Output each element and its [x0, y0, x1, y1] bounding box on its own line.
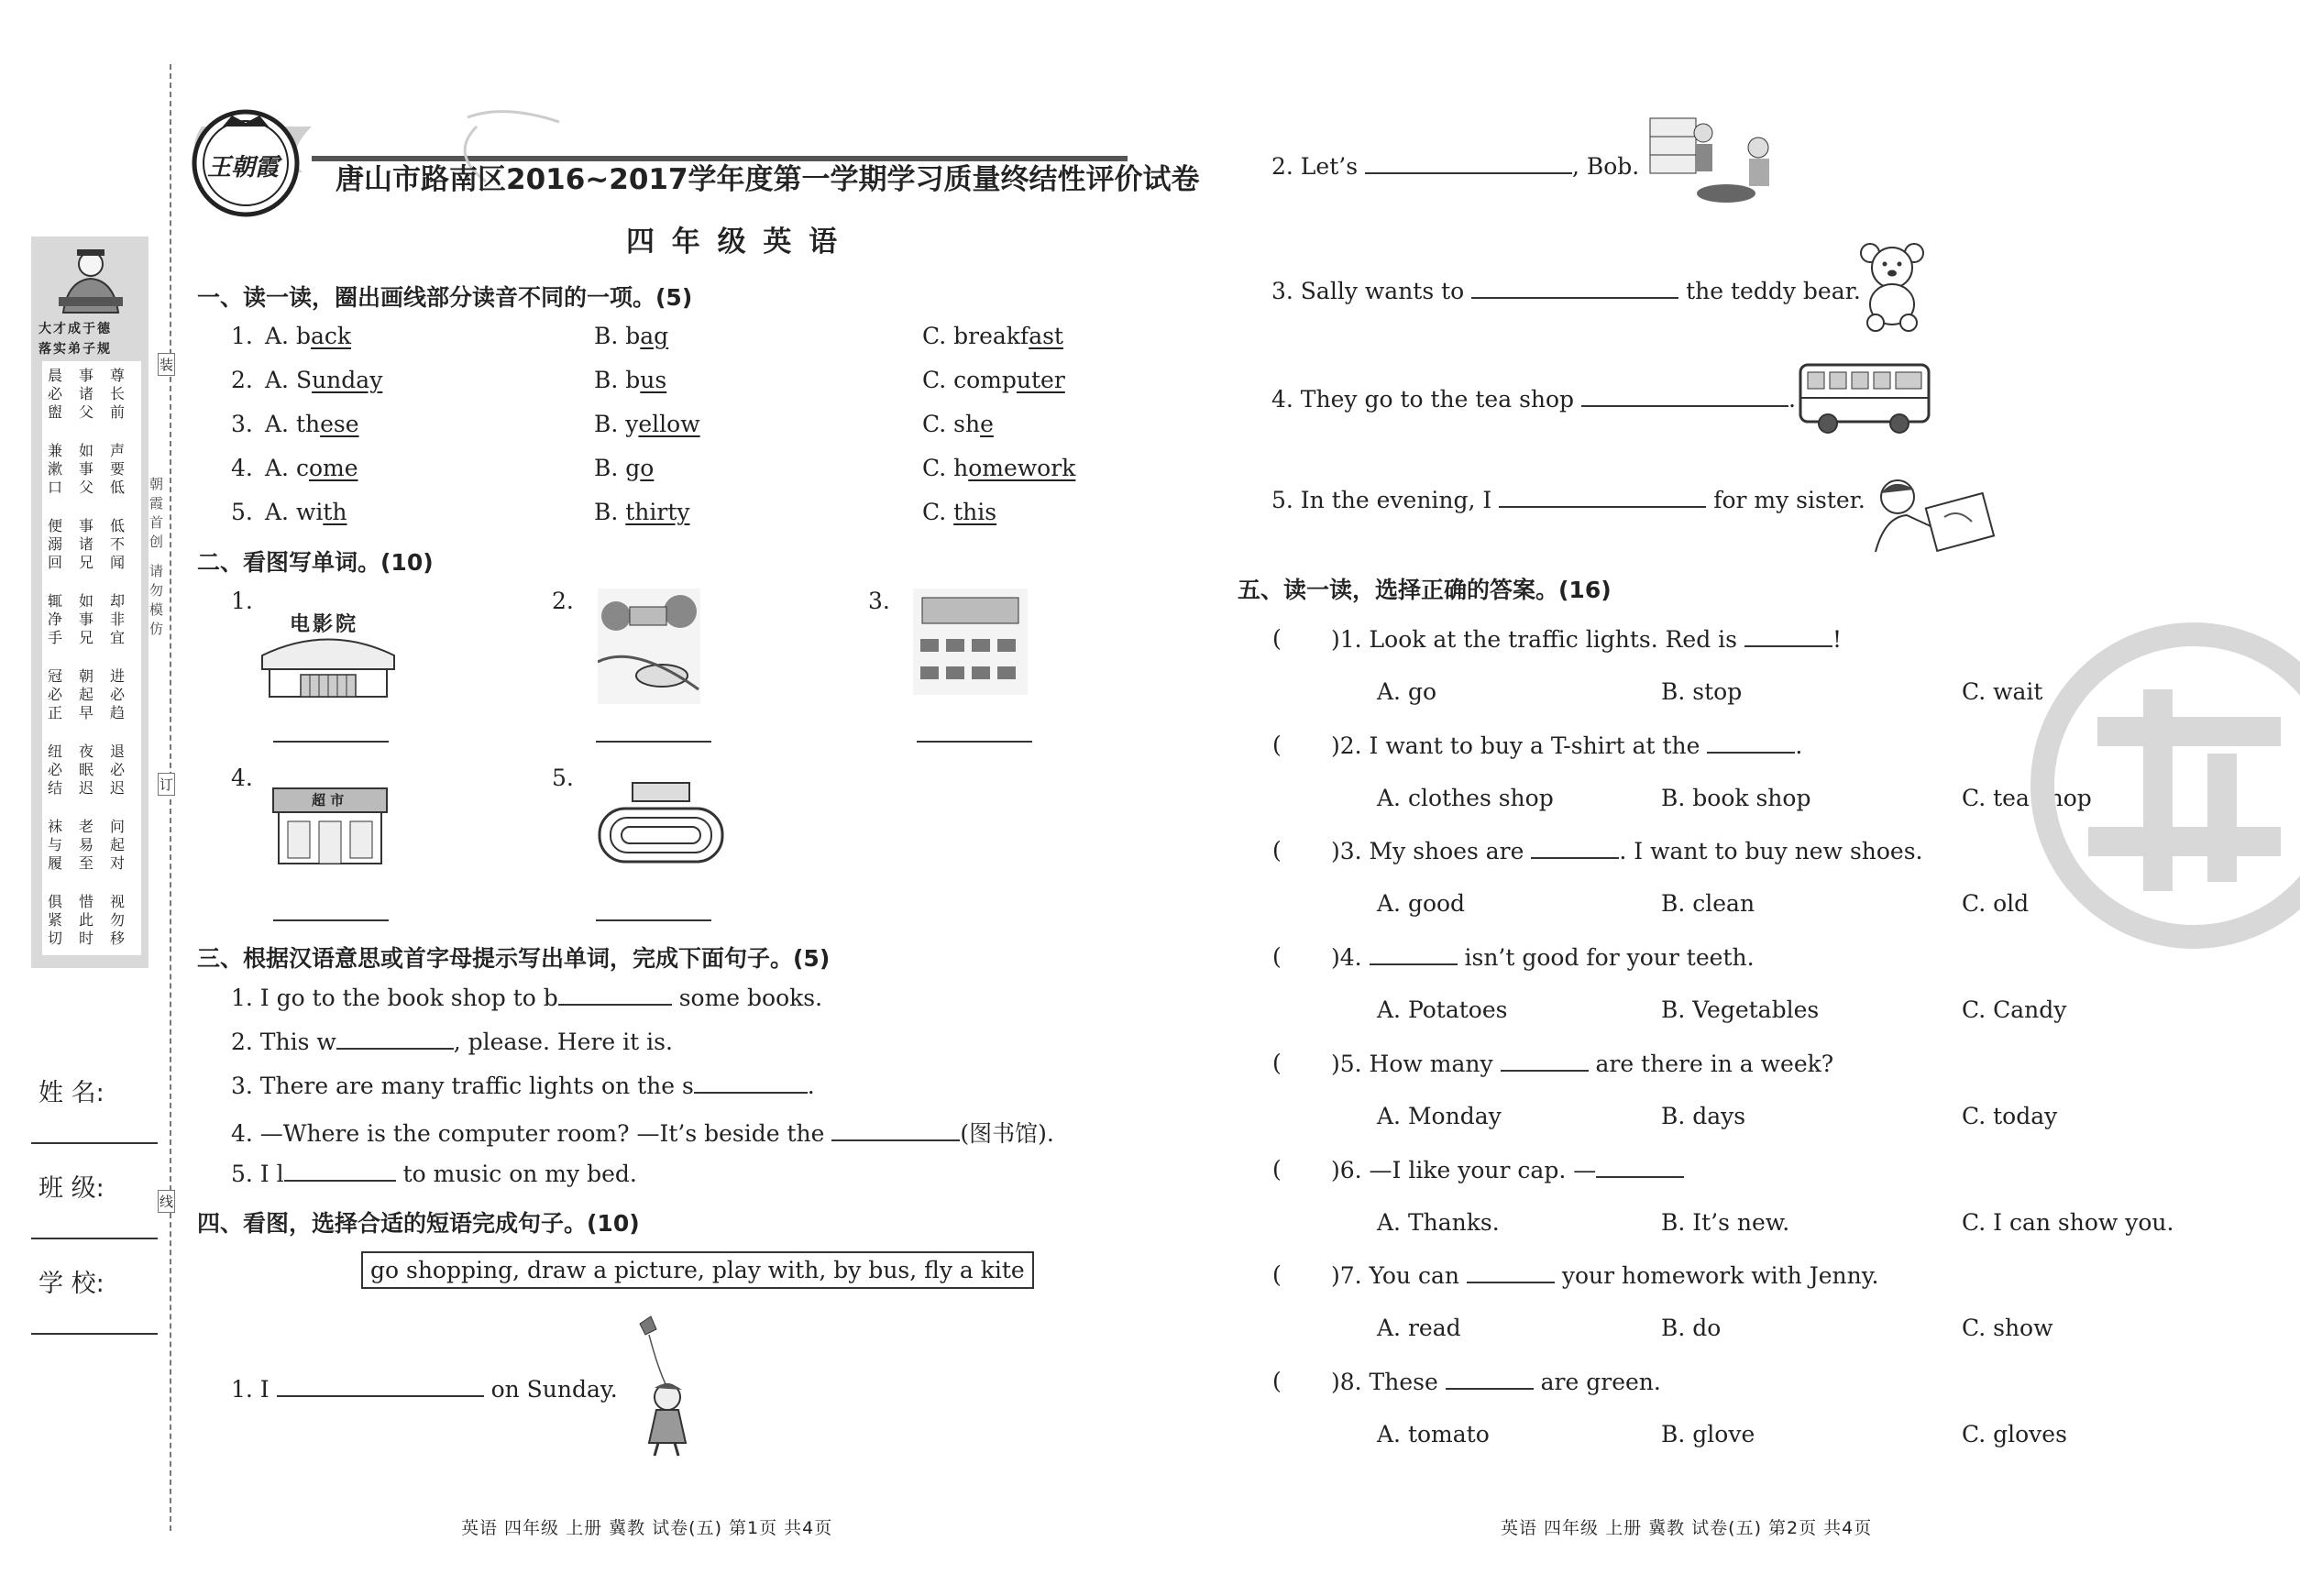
sentence-end: , please. Here it is.	[453, 1029, 673, 1055]
choice-b[interactable]: B. It’s new.	[1661, 1209, 1790, 1236]
sidebar-motto-panel	[31, 237, 149, 968]
sentence-start: 2. This w	[231, 1029, 336, 1055]
class-label: 班 级:	[39, 1174, 105, 1203]
question-number: 4.	[231, 455, 253, 481]
footer-right: 英语 四年级 上册 冀教 试卷(五) 第2页 共4页	[1501, 1518, 1873, 1538]
name-label: 姓 名:	[39, 1079, 105, 1107]
sentence-end: .	[807, 1073, 815, 1099]
answer-blank[interactable]	[1581, 385, 1788, 407]
poem-column: 晨必盥	[48, 367, 63, 421]
option-text: A. c	[265, 455, 309, 481]
option-text: B. g	[594, 455, 641, 481]
sentence-end: the teddy bear.	[1678, 278, 1861, 304]
question-blank	[1501, 1050, 1589, 1072]
answer-blank[interactable]	[277, 1375, 484, 1397]
poem-column: 冠必正	[48, 667, 63, 721]
choice-a[interactable]: A. clothes shop	[1377, 785, 1554, 811]
choice-a[interactable]: A. Potatoes	[1377, 996, 1508, 1023]
sentence-end: some books.	[671, 985, 823, 1011]
answer-blank[interactable]	[284, 1160, 396, 1182]
answer-line-2-2[interactable]	[596, 741, 711, 743]
answer-line-2-5[interactable]	[596, 919, 711, 921]
motto-top: 大才成于德	[39, 322, 112, 336]
poem-column: 辄净手	[48, 592, 63, 646]
choice-b[interactable]: B. do	[1661, 1315, 1722, 1341]
choice-a[interactable]: A. good	[1377, 890, 1466, 917]
answer-paren-open[interactable]: (	[1272, 1050, 1282, 1076]
fill-sentence	[231, 984, 822, 1011]
section2-heading: 二、看图写单词。(10)	[197, 549, 434, 576]
pic-item-5-number: 5.	[552, 765, 574, 791]
option-c[interactable]	[922, 455, 1075, 481]
poem-column: 如事父	[79, 442, 94, 496]
choice-b[interactable]: B. glove	[1661, 1421, 1755, 1447]
question-text-end: isn’t good for your teeth.	[1457, 944, 1755, 971]
park-scene-icon	[598, 589, 700, 704]
picture-sentence	[231, 1375, 618, 1403]
question-text: )6. —I like your cap. —	[1331, 1157, 1597, 1183]
option-text: A. wi	[265, 499, 324, 525]
question-blank	[1446, 1368, 1534, 1390]
option-a[interactable]	[265, 455, 358, 481]
answer-blank[interactable]	[336, 1028, 454, 1050]
question-blank	[1531, 837, 1619, 859]
answer-line-2-3[interactable]	[917, 741, 1032, 743]
question-text-end: . I want to buy new shoes.	[1619, 838, 1923, 864]
question-text: )1. Look at the traffic lights. Red is	[1331, 626, 1744, 653]
choice-c[interactable]: C. today	[1962, 1103, 2058, 1129]
binding-mark-1: 装	[158, 353, 175, 376]
sentence-end: on Sunday.	[483, 1376, 618, 1403]
picture-sentence	[1271, 152, 1639, 180]
subject-title: 四 年 级 英 语	[626, 226, 842, 259]
question-text-end: .	[1795, 732, 1803, 759]
picture-sentence	[1271, 277, 1861, 304]
question-blank	[1370, 943, 1458, 965]
question-stem	[1331, 943, 1755, 971]
answer-blank[interactable]	[1471, 277, 1678, 299]
question-stem	[1331, 1368, 1661, 1395]
option-text: B. b	[594, 323, 641, 349]
poem-column: 低不闻	[110, 517, 126, 571]
fill-sentence	[231, 1160, 637, 1187]
poem-column: 夜眠迟	[79, 743, 94, 797]
underlined-letters: ag	[640, 323, 669, 349]
footer-left: 英语 四年级 上册 冀教 试卷(五) 第1页 共4页	[461, 1518, 833, 1538]
option-b[interactable]	[594, 367, 666, 393]
sentence-end: , Bob.	[1571, 153, 1640, 180]
answer-blank[interactable]	[1365, 152, 1572, 174]
choice-b[interactable]: B. clean	[1661, 890, 1755, 917]
option-c[interactable]	[922, 499, 996, 525]
underlined-letters: uter	[1016, 367, 1065, 393]
question-blank	[1707, 732, 1795, 754]
choice-b[interactable]: B. days	[1661, 1103, 1746, 1129]
underlined-letters: us	[640, 367, 667, 393]
underlined-letters: ese	[320, 411, 359, 437]
answer-paren-open[interactable]: (	[1272, 625, 1282, 652]
answer-blank[interactable]	[694, 1072, 808, 1094]
bus-icon	[1797, 359, 1932, 436]
question-text-end: are there in a week?	[1588, 1051, 1834, 1077]
confidential-seal-watermark	[2024, 616, 2300, 955]
option-b[interactable]	[594, 323, 668, 349]
poem-column: 朝起早	[79, 667, 94, 721]
binding-line	[170, 64, 171, 1531]
fill-sentence	[231, 1028, 673, 1055]
option-b[interactable]	[594, 499, 690, 525]
school-label: 学 校:	[39, 1270, 105, 1298]
question-stem	[1331, 1261, 1878, 1289]
option-a[interactable]	[265, 323, 351, 349]
picture-sentence	[1271, 385, 1796, 413]
question-number: 5.	[231, 499, 253, 525]
sentence-start: 4. —Where is the computer room? —It’s beside the	[231, 1120, 832, 1147]
fill-sentence	[231, 1072, 815, 1099]
exam-title: 唐山市路南区2016~2017学年度第一学期学习质量终结性评价试卷	[336, 163, 1200, 196]
question-text-end: are green.	[1533, 1369, 1661, 1395]
sentence-start: 3. Sally wants to	[1271, 278, 1472, 304]
answer-blank[interactable]	[558, 984, 672, 1006]
option-c[interactable]	[922, 411, 994, 437]
question-stem	[1331, 625, 1842, 653]
answer-paren-open[interactable]: (	[1272, 732, 1282, 758]
choice-c[interactable]: C. tea shop	[1962, 785, 2092, 811]
shopping-kids-icon	[1648, 105, 1786, 206]
poem-column: 老易至	[79, 818, 94, 872]
pic-item-1-number: 1.	[231, 588, 253, 614]
poem-column: 便溺回	[48, 517, 63, 571]
answer-blank[interactable]	[1499, 486, 1706, 508]
pic-item-4-number: 4.	[231, 765, 253, 791]
option-text: B. b	[594, 367, 641, 393]
question-blank	[1744, 625, 1832, 647]
option-text: C. sh	[922, 411, 981, 437]
poem-column: 却非宜	[110, 592, 126, 646]
underlined-letters: o	[640, 455, 655, 481]
phrase-word-box: go shopping, draw a picture, play with, by bus, fly a kite	[361, 1251, 1034, 1289]
poem-column: 视勿移	[110, 893, 126, 947]
option-text: C. comp	[922, 367, 1017, 393]
answer-line-2-4[interactable]	[273, 919, 389, 921]
poem-column: 俱紧切	[48, 893, 63, 947]
section3-heading: 三、根据汉语意思或首字母提示写出单词，完成下面句子。(5)	[197, 945, 831, 972]
choice-c[interactable]: C. old	[1962, 890, 2030, 917]
underlined-letters: ast	[1029, 323, 1063, 349]
underlined-letters: ellow	[638, 411, 700, 437]
cinema-sign: 电影院	[290, 613, 359, 636]
sentence-end: for my sister.	[1706, 487, 1865, 513]
choice-c[interactable]: C. show	[1962, 1315, 2053, 1341]
supermarket-sign: 超 市	[312, 792, 345, 809]
fill-sentence	[231, 1116, 1054, 1149]
underlined-letters: thirty	[625, 499, 690, 525]
question-blank	[1596, 1156, 1684, 1178]
choice-c[interactable]: C. wait	[1962, 678, 2043, 705]
logo-text: 王朝霞	[207, 154, 280, 182]
underlined-letters: ome	[308, 455, 358, 481]
sentence-start: 4. They go to the tea shop	[1271, 386, 1582, 413]
boy-drawing-icon	[1866, 471, 2006, 554]
sentence-end: to music on my bed.	[395, 1161, 637, 1187]
underlined-letters: th	[323, 499, 347, 525]
poem-column: 兼漱口	[48, 442, 63, 496]
sentence-start: 1. I go to the book shop to b	[231, 985, 558, 1011]
option-text: A. b	[265, 323, 311, 349]
class-input-line[interactable]	[31, 1238, 158, 1239]
answer-paren-open[interactable]: (	[1272, 1368, 1282, 1394]
poem-column: 声要低	[110, 442, 126, 496]
poem-column: 惜此时	[79, 893, 94, 947]
sentence-start: 5. In the evening, I	[1271, 487, 1500, 513]
option-c[interactable]	[922, 323, 1063, 349]
poem-column: 事诸兄	[79, 517, 94, 571]
section5-heading: 五、读一读，选择正确的答案。(16)	[1238, 577, 1612, 603]
teddy-bear-icon	[1855, 240, 1931, 332]
option-text: C. breakf	[922, 323, 1029, 349]
choice-a[interactable]: A. read	[1377, 1315, 1461, 1341]
choice-c[interactable]: C. I can show you.	[1962, 1209, 2174, 1236]
poem-column: 如事兄	[79, 592, 94, 646]
poem-column: 退必迟	[110, 743, 126, 797]
picture-sentence	[1271, 486, 1865, 513]
girl-flying-kite-icon	[622, 1315, 704, 1458]
choice-a[interactable]: A. go	[1377, 678, 1437, 705]
vertical-note: 朝霞首创 请勿模仿	[148, 477, 164, 641]
answer-paren-open[interactable]: (	[1272, 1261, 1282, 1288]
question-text: )5. How many	[1331, 1051, 1501, 1077]
poem-columns	[46, 367, 141, 953]
sentence-start: 3. There are many traffic lights on the s	[231, 1073, 694, 1099]
underlined-letters: this	[953, 499, 997, 525]
underlined-letters: e	[980, 411, 994, 437]
option-a[interactable]	[265, 499, 347, 525]
binding-mark-3: 线	[158, 1190, 175, 1213]
school-input-line[interactable]	[31, 1333, 158, 1335]
poem-column: 尊长前	[110, 367, 126, 421]
option-text: B. y	[594, 411, 639, 437]
option-b[interactable]	[594, 455, 654, 481]
name-input-line[interactable]	[31, 1142, 158, 1144]
question-number: 3.	[231, 411, 253, 437]
option-text: C. h	[922, 455, 969, 481]
parking-lot-icon	[913, 589, 1028, 695]
poem-column: 问起对	[110, 818, 126, 872]
choice-a[interactable]: A. Monday	[1377, 1103, 1502, 1129]
poem-column: 袜与履	[48, 818, 63, 872]
question-number: 1.	[231, 323, 253, 349]
pic-item-3-number: 3.	[868, 588, 890, 614]
seal-character	[2145, 715, 2146, 716]
section4-heading: 四、看图，选择合适的短语完成句子。(10)	[197, 1210, 640, 1237]
underlined-letters: omework	[968, 455, 1076, 481]
question-text: )4.	[1331, 944, 1370, 971]
question-stem	[1331, 732, 1802, 759]
question-number: 2.	[231, 367, 253, 393]
sentence-start: 1. I	[231, 1376, 277, 1403]
sentence-end: (图书馆).	[960, 1120, 1054, 1147]
sentence-end: .	[1788, 386, 1796, 413]
choice-c[interactable]: C. Candy	[1962, 996, 2067, 1023]
question-stem	[1331, 837, 1923, 864]
answer-line-2-1[interactable]	[273, 741, 389, 743]
question-text: )2. I want to buy a T-shirt at the	[1331, 732, 1708, 759]
option-text: A. th	[265, 411, 321, 437]
question-text-end: your homework with Jenny.	[1554, 1262, 1879, 1289]
choice-b[interactable]: B. stop	[1661, 678, 1743, 705]
pic-item-2-number: 2.	[552, 588, 574, 614]
answer-paren-open[interactable]: (	[1272, 943, 1282, 970]
poem-column: 纽必结	[48, 743, 63, 797]
question-text: )3. My shoes are	[1331, 838, 1532, 864]
question-stem	[1331, 1156, 1684, 1183]
poem-column: 事诸父	[79, 367, 94, 421]
choice-c[interactable]: C. gloves	[1962, 1421, 2067, 1447]
choice-b[interactable]: B. book shop	[1661, 785, 1811, 811]
option-text: B.	[594, 499, 626, 525]
question-text-end: !	[1832, 626, 1842, 653]
answer-paren-open[interactable]: (	[1272, 837, 1282, 864]
binding-mark-2: 订	[158, 773, 175, 796]
choice-a[interactable]: A. tomato	[1377, 1421, 1490, 1447]
question-blank	[1467, 1261, 1555, 1283]
option-a[interactable]	[265, 411, 359, 437]
choice-b[interactable]: B. Vegetables	[1661, 996, 1820, 1023]
option-a[interactable]	[265, 367, 382, 393]
answer-paren-open[interactable]: (	[1272, 1156, 1282, 1183]
poem-column: 进必趋	[110, 667, 126, 721]
option-text: A. S	[265, 367, 313, 393]
question-stem	[1331, 1050, 1833, 1077]
question-text: )8. These	[1331, 1369, 1446, 1395]
sentence-start: 5. I l	[231, 1161, 284, 1187]
section1-heading: 一、读一读，圈出画线部分读音不同的一项。(5)	[197, 284, 693, 311]
question-text: )7. You can	[1331, 1262, 1467, 1289]
motto-bottom: 落实弟子规	[39, 342, 112, 357]
choice-a[interactable]: A. Thanks.	[1377, 1209, 1500, 1236]
sentence-start: 2. Let’s	[1271, 153, 1365, 180]
playground-stadium-icon	[596, 781, 726, 865]
underlined-letters: ack	[310, 323, 352, 349]
option-c[interactable]	[922, 367, 1065, 393]
option-text: C.	[922, 499, 954, 525]
option-b[interactable]	[594, 411, 700, 437]
scholar-figure-icon	[50, 244, 132, 317]
answer-blank[interactable]	[831, 1119, 960, 1141]
underlined-letters: unday	[312, 367, 383, 393]
